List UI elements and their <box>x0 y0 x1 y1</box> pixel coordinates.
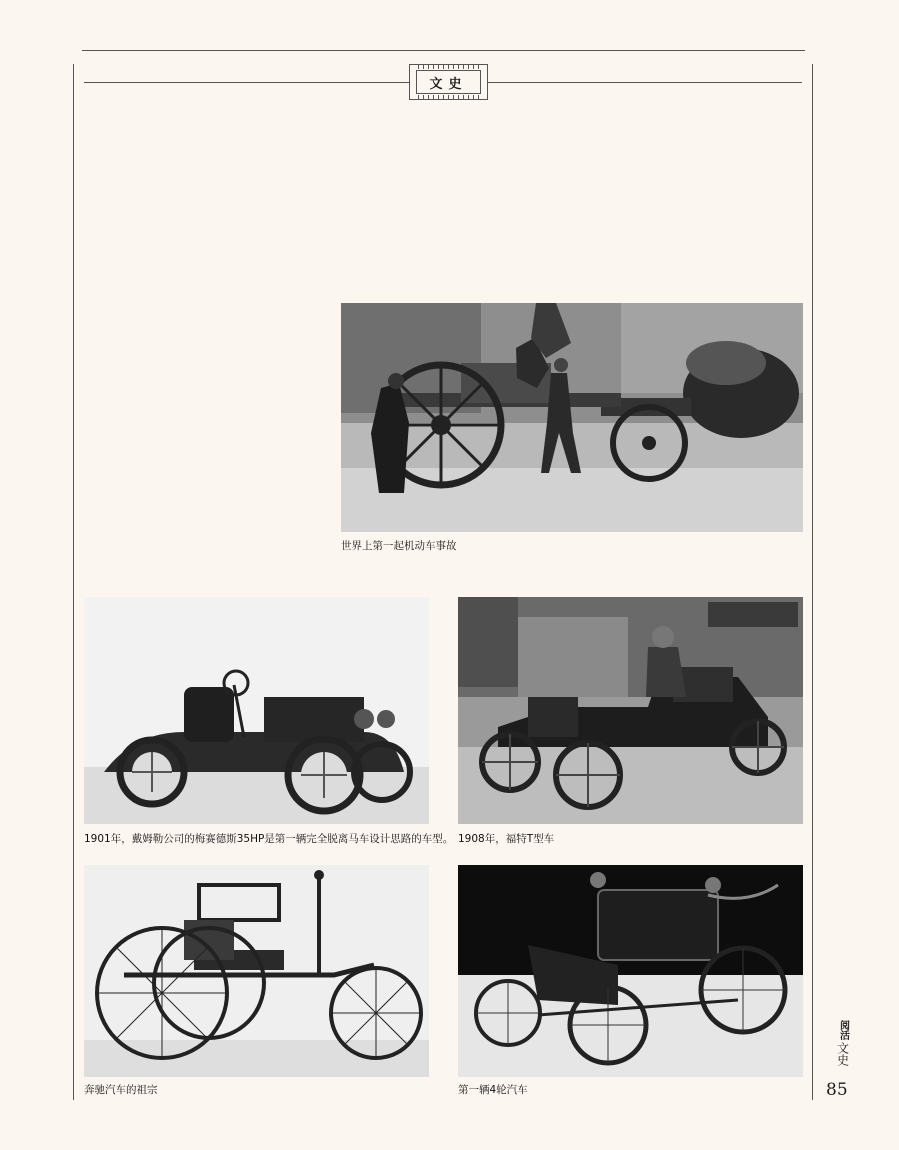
right-margin-rule <box>812 64 813 1100</box>
caption-first-four-wheel: 第一辆4轮汽车 <box>458 1084 528 1096</box>
page-number: 85 <box>826 1080 848 1100</box>
caption-ford-model-t: 1908年，福特T型车 <box>458 833 555 845</box>
photo-benz-ancestor <box>84 865 429 1077</box>
section-tag <box>409 64 488 100</box>
photo-mercedes-35hp <box>84 597 429 824</box>
caption-first-accident: 世界上第一起机动车事故 <box>341 540 457 552</box>
photo-first-accident <box>341 303 803 532</box>
caption-mercedes-35hp: 1901年，戴姆勒公司的梅赛德斯35HP是第一辆完全脱离马车设计思路的车型。 <box>84 833 454 845</box>
brand-bottom-text: 文史 <box>835 1042 850 1066</box>
tag-ornament-top <box>418 65 479 69</box>
photo-ford-model-t <box>458 597 803 824</box>
tag-ornament-bottom <box>418 95 479 99</box>
photo-first-four-wheel <box>458 865 803 1077</box>
magazine-section-mark <box>833 1020 853 1066</box>
caption-benz-ancestor: 奔驰汽车的祖宗 <box>84 1084 158 1096</box>
top-rule <box>82 50 805 51</box>
left-margin-rule <box>73 64 74 1100</box>
header-line-right <box>488 82 802 83</box>
section-label: 文史 <box>429 76 468 92</box>
brand-top-text: 阅活 <box>837 1020 849 1040</box>
header-line-left <box>84 82 409 83</box>
section-tag-frame <box>416 70 481 94</box>
